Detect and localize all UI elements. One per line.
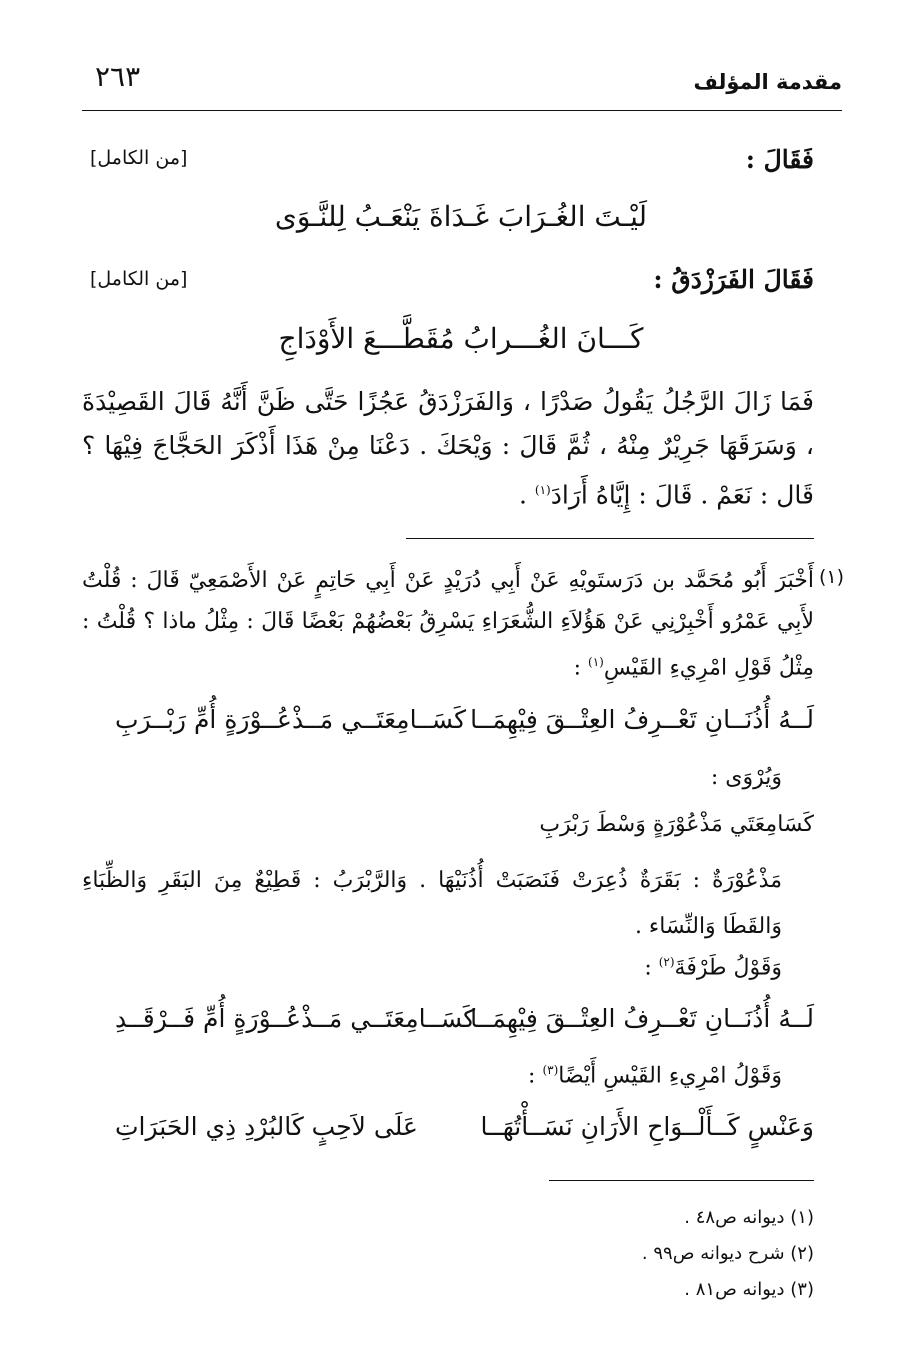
endnote-1: (١) ديوانه ص٤٨ .	[684, 1207, 814, 1228]
verse1-first-hemistich: لَــهُ أُذُنَــانِ تَعْــرِفُ العِتْــقَ فِيْهِمَــا	[470, 705, 814, 734]
tarafa-end: :	[644, 955, 659, 981]
tarafa-intro	[644, 955, 782, 980]
footnote-intro-end: :	[573, 655, 588, 681]
qays2-end: :	[528, 1063, 543, 1089]
verse3-first-hemistich: وَعَنْسٍ كَــأَلْــوَاحِ الأَرَانِ نَسَــأْتُهَــا	[480, 1112, 814, 1141]
qays2-ref: (٣)	[542, 1063, 559, 1077]
qays2-intro	[528, 1063, 782, 1088]
footnote-intro-ref: (١)	[588, 655, 604, 669]
verse2-second-hemistich: كَسَــامِعَتَــي مَــذْعُــوْرَةٍ أُمِّ فَــرْقَــدِ	[115, 1004, 476, 1033]
footnote-marker: (١)	[818, 566, 844, 588]
footnote-intro	[82, 560, 814, 688]
speaker-label-2: فَقَالَ الفَرَزْدَقُ :	[653, 265, 814, 294]
verse3-second-hemistich: عَلَى لاَحِبٍ كَالبُرْدِ ذِي الحَبَرَاتِ	[115, 1112, 418, 1141]
endnotes-rule	[549, 1180, 814, 1181]
meter-label-1: [من الكامل]	[90, 147, 188, 169]
footnote-intro-text: أَخْبَرَ أَبُو مُحَمَّد بن دَرَستَويْهِ عَنْ أَبِي دُرَيْدٍ عَنْ أَبِي حَاتِمٍ عَنْ الأَصْمَعِيّ قَالَ : قُلْتُ لأَبِي عَمْرُو أَخْبِرْنِي عَنْ هَؤُلاَءِ الشُّعَرَاءِ يَسْرِقُ بَعْضُهُمْ بَعْضًا قَالَ : مِثْلُ ماذا ؟ قُلْتُ : مِثْلُ قَوْلِ امْرِيءِ القَيْسِ	[82, 568, 814, 681]
prose-end: .	[519, 480, 535, 510]
endnote-3: (٣) ديوانه ص٨١ .	[684, 1279, 814, 1300]
prose-text: فَمَا زَالَ الرَّجُلُ يَقُولُ صَدْرًا ، وَالفَرَزْدَقُ عَجُزًا حَتَّى ظَنَّ أَنَّهُ قَالَ القَصِيْدَةَ ، وَسَرَقَهَا جَرِيْرٌ مِنْهُ ، ثُمَّ قَالَ : وَيْحَكَ . دَعْنَا مِنْ هَذَا أَذْكَرَ الحَجَّاجَ فِيْهَا ؟ قَال : نَعَمْ . قَالَ : إِيَّاهُ أَرَادَ	[82, 387, 814, 510]
tarafa-intro-text: وَقَوْلُ طَرْفَةَ	[674, 955, 782, 981]
verse1-second-hemistich: كَسَــامِعَتَــي مَــذْعُــوْرَةٍ أُمِّ رَبْــرَبِ	[115, 705, 467, 734]
qays2-intro-text: وَقَوْلُ امْرِيءِ القَيْسِ أَيْضًا	[558, 1063, 782, 1089]
endnote-2: (٢) شرح ديوانه ص٩٩ .	[641, 1243, 814, 1264]
verse-line-1: لَيْـتَ الغُـرَابَ غَـدَاةَ يَنْعَـبُ لِلنَّـوَى	[274, 200, 648, 233]
footnote-ref-1: (١)	[534, 483, 551, 497]
alt-line: كَسَامِعَتَي مَذْعُوْرَةٍ وَسْطَ رَبْرَبِ	[539, 812, 814, 837]
gloss-paragraph: مَذْعُوْرَةٌ : بَقَرَةٌ ذُعِرَتْ فَنَصَبَتْ أُذُنَيْهَا . وَالرَّبْرَبُ : قَطِيْعٌ مِنَ البَقَرِ وَالظِّبَاءِ وَالقَطَا وَالنِّسَاء .	[82, 868, 782, 939]
running-header-title: مقدمة المؤلف	[693, 70, 842, 94]
footnote-rule	[406, 538, 814, 539]
verse-line-2: كَـــانَ الغُـــرابُ مُقَطَّـــعَ الأَوْدَاجِ	[278, 322, 644, 355]
tarafa-ref: (٢)	[658, 955, 675, 969]
verse2-first-hemistich: لَــهُ أُذُنَــانِ تَعْــرِفُ العِتْــقَ فِيْهِمَــا	[470, 1004, 814, 1033]
meter-label-2: [من الكامل]	[90, 268, 188, 290]
speaker-label-1: فَقَالَ :	[745, 145, 814, 174]
header-rule	[82, 110, 842, 111]
prose-paragraph	[82, 380, 814, 517]
wa-yurwa-label: وَيُرْوَى :	[710, 765, 782, 790]
page-number: ٢٦٣	[95, 60, 141, 93]
